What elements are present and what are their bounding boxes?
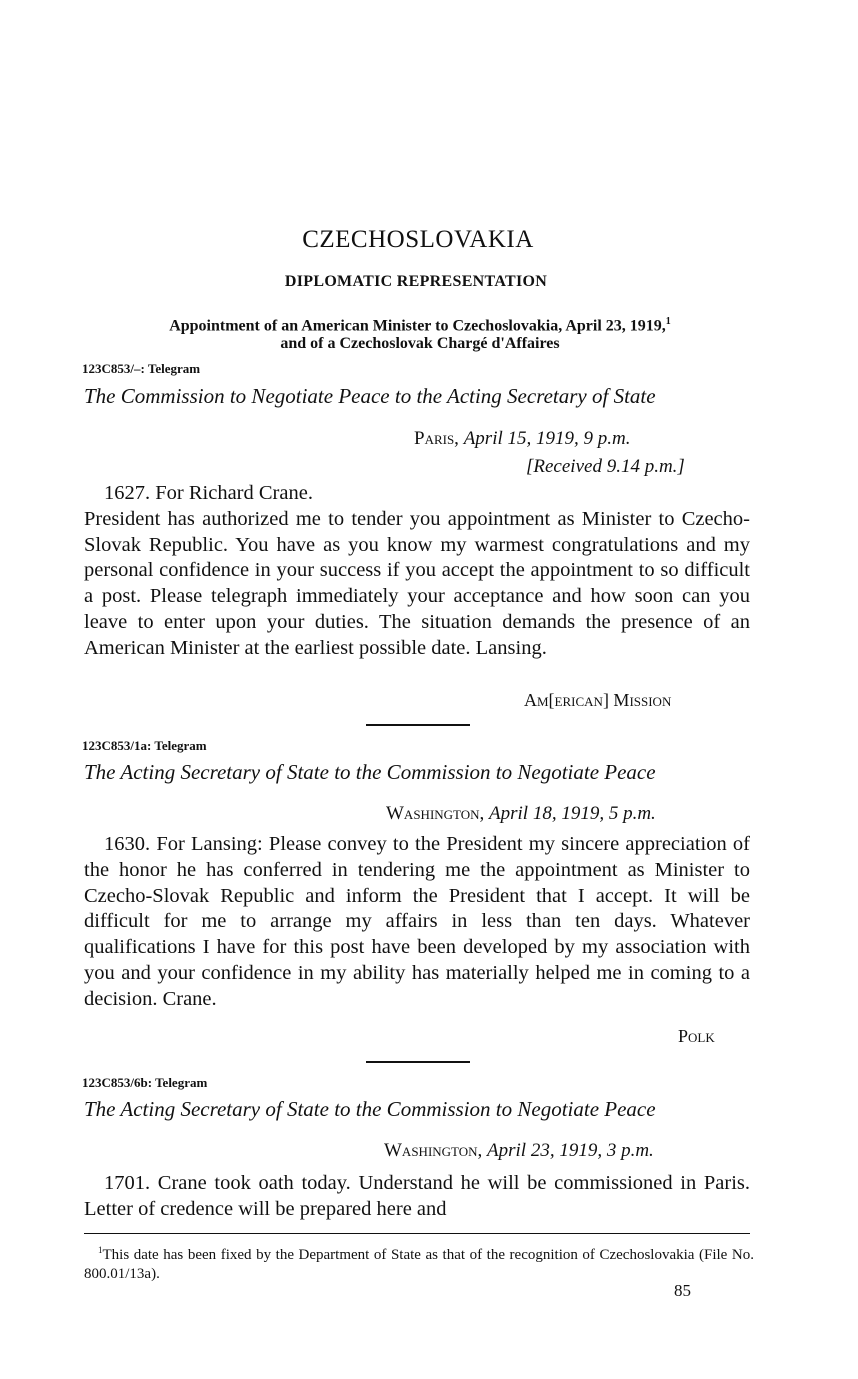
- dateline-place: Washington,: [386, 803, 485, 824]
- dateline-date: April 23, 1919, 3 p.m.: [487, 1140, 654, 1161]
- body-paragraph: President has authorized me to tender you appointment as Minister to Czecho-Slovak Republic. You have as you know my warmest congratulations and my personal confidence in your success if you accept the appointment to so difficult a post. Please telegraph immediately your acceptance and how soon can you leave to enter upon your duties. The situation demands the presence of an American Minister at the earliest possible date. Lansing.: [84, 507, 750, 659]
- subject-line-2: and of a Czechoslovak Chargé d'Affaires: [280, 335, 560, 353]
- dateline-place: Washington,: [384, 1140, 483, 1161]
- signature: Am[erican] Mission: [524, 690, 672, 710]
- page-title: CZECHOSLOVAKIA: [302, 226, 534, 253]
- footnote-mark: 1: [98, 1245, 103, 1255]
- file-number: 123C853/6b: Telegram: [82, 1075, 208, 1090]
- footnote-ref[interactable]: 1: [665, 316, 671, 327]
- document-heading: The Acting Secretary of State to the Commission to Negotiate Peace: [84, 760, 656, 784]
- dateline: [386, 803, 656, 825]
- document-heading: The Commission to Negotiate Peace to the Acting Secretary of State: [84, 384, 656, 408]
- dateline-place: Paris,: [414, 428, 459, 449]
- received-note: [Received 9.14 p.m.]: [526, 456, 685, 477]
- page-number: 85: [674, 1281, 691, 1300]
- section-heading: DIPLOMATIC REPRESENTATION: [284, 273, 548, 290]
- body-paragraph: 1630. For Lansing: Please convey to the President my sincere appreciation of the honor he has conferred in tendering me the appointment as Minister to Czecho-Slovak Republic and inform the President that I accept. It will be difficult for me to arrange my affairs in less than ten days. Whatever qualifications I have for this post have been developed by my association with you and your confidence in my ability has materially helped me in coming to a decision. Crane.: [84, 833, 750, 1010]
- dateline-date: April 15, 1919, 9 p.m.: [463, 428, 631, 449]
- separator-rule: [366, 724, 470, 726]
- dateline-date: April 18, 1919, 5 p.m.: [489, 803, 656, 824]
- dateline: [384, 1140, 654, 1162]
- footnote-text: This date has been fixed by the Department of State as that of the recognition of Czechoslovakia (File No. 800.01/13a).: [84, 1247, 754, 1282]
- body-paragraph: 1701. Crane took oath today. Understand he will be commissioned in Paris. Letter of credence will be prepared here and: [84, 1172, 750, 1220]
- separator-rule: [366, 1061, 470, 1063]
- dateline: [414, 428, 630, 450]
- subject-heading: [82, 313, 758, 353]
- subject-line-1: Appointment of an American Minister to Czechoslovakia, April 23, 1919,: [169, 317, 666, 335]
- document-body: [84, 481, 750, 662]
- document-body: [84, 832, 750, 1013]
- body-number-line: 1627. For Richard Crane.: [104, 482, 313, 504]
- file-number: 123C853/1a: Telegram: [82, 738, 207, 753]
- signature: Polk: [678, 1026, 715, 1046]
- footnote-rule: [84, 1233, 750, 1234]
- footnote: [84, 1241, 754, 1284]
- document-body: [84, 1171, 750, 1223]
- document-heading: The Acting Secretary of State to the Commission to Negotiate Peace: [84, 1097, 656, 1121]
- file-number: 123C853/–: Telegram: [82, 361, 201, 376]
